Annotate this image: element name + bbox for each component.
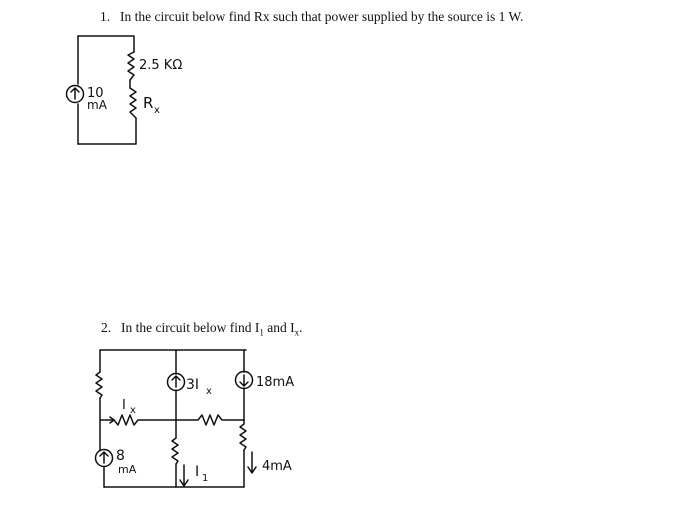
question-2-text-after: . bbox=[299, 320, 303, 335]
circuit-1-resistor-2-sub: x bbox=[154, 105, 160, 116]
circuit-2-resistor-mid-right bbox=[176, 415, 244, 425]
circuit-2-resistor-left bbox=[96, 372, 102, 398]
question-1 bbox=[100, 9, 523, 25]
circuit-2-source-8ma-arrow-icon bbox=[100, 452, 108, 463]
circuit-2-source-18ma-label: 18mA bbox=[256, 375, 295, 390]
circuit-2-current-ix-sub: x bbox=[130, 405, 136, 416]
circuit-1-resistor-1-label: 2.5 KΩ bbox=[139, 58, 183, 73]
circuit-2-resistor-right bbox=[240, 420, 246, 450]
circuit-2-source-18ma bbox=[236, 372, 253, 389]
circuit-1-current-source bbox=[67, 86, 84, 103]
circuit-2-i1-arrow-icon bbox=[180, 465, 188, 486]
question-2-sub-x: x bbox=[294, 327, 300, 338]
question-2-text-before: In the circuit below find I bbox=[121, 320, 260, 335]
question-2 bbox=[101, 320, 302, 338]
circuit-2-i1-label: I bbox=[195, 464, 200, 480]
circuit-2-dependent-source-arrow-icon bbox=[172, 376, 180, 387]
circuit-2-4ma-arrow-icon bbox=[248, 452, 256, 473]
circuit-2-source-18ma-arrow-icon bbox=[240, 375, 248, 386]
circuit-2-i1-sub: 1 bbox=[202, 473, 209, 484]
circuit-1-source-arrow-icon bbox=[71, 88, 79, 99]
question-2-sub-1: 1 bbox=[259, 327, 264, 338]
circuit-2-dependent-source-sub: x bbox=[206, 386, 212, 397]
question-1-number: 1. bbox=[100, 9, 111, 24]
circuit-1-source-unit: mA bbox=[87, 98, 107, 112]
circuit-2-resistor-mid bbox=[172, 438, 178, 464]
circuit-2-source-8ma bbox=[96, 450, 113, 467]
circuit-2-source-4ma-label: 4mA bbox=[262, 459, 292, 474]
question-2-text-middle: and I bbox=[263, 320, 295, 335]
circuit-1-source-value: 10 bbox=[87, 86, 104, 101]
circuit-1-resistor-rx bbox=[130, 88, 136, 118]
circuit-2-resistor-ix bbox=[114, 415, 176, 425]
question-1-text: In the circuit below find Rx such that power supplied by the source is 1 W. bbox=[120, 9, 524, 24]
circuit-2-dependent-source bbox=[168, 374, 185, 391]
circuit-1-resistor-2-5k bbox=[128, 52, 134, 80]
circuit-1-wire-bottom bbox=[78, 118, 136, 144]
question-2-number: 2. bbox=[101, 320, 112, 335]
circuit-2-source-8ma-value: 8 bbox=[116, 448, 125, 464]
circuit-1-resistor-2-label: R bbox=[143, 94, 154, 112]
circuit-1-wire-top bbox=[78, 36, 134, 52]
circuit-2-source-8ma-unit: mA bbox=[118, 463, 137, 476]
circuit-2-dependent-source-label: 3I bbox=[186, 377, 200, 393]
circuit-2-current-ix-label: I bbox=[122, 398, 126, 413]
